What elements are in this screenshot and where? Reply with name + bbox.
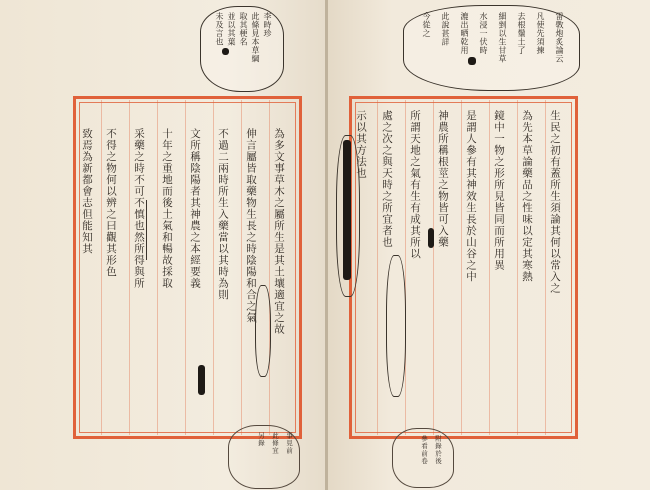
manuscript-column: 是謂人參有其神效生長於山谷之中 (465, 110, 477, 283)
bottom-note-text: 參看前卷 (420, 435, 428, 465)
correction-loop (255, 285, 271, 377)
manuscript-column: 生民之初有蓋所生須論其何以常入之 (549, 110, 561, 294)
column-rule (241, 100, 242, 435)
manuscript-column: 不過二兩時所生入藥當以其時為則 (217, 128, 229, 301)
slip-text: 此條見本草綱 (251, 12, 260, 63)
manuscript-column: 神農所稱根莖之物皆可入藥 (437, 110, 449, 248)
slip-text: 去根鬚土了 (517, 12, 526, 55)
right-page (328, 0, 650, 490)
bottom-note-text: 附錄於後 (434, 435, 442, 465)
column-rule (461, 100, 462, 435)
correction-loop (386, 255, 406, 397)
manuscript-column: 為先本草論藥品之性味以定其寒熱 (521, 110, 533, 283)
bottom-note-text: 另錄 (257, 432, 265, 447)
column-rule (101, 100, 102, 435)
manuscript-column: 致焉為新都會志但能知其 (81, 128, 93, 255)
ink-seal-mark (222, 48, 229, 55)
manuscript-column: 所謂天地之氣有生有成其所以 (409, 110, 421, 260)
ink-blot (198, 365, 205, 395)
manuscript-column: 鏡中一物之形所見皆同而所用異 (493, 110, 505, 271)
manuscript-column: 示以其方法也 (355, 110, 367, 179)
manuscript-column: 十年之重地而後土氣和暢故採取 (161, 128, 173, 289)
ink-blot (428, 228, 434, 248)
column-rule (269, 100, 270, 435)
manuscript-column: 為多文事草木之屬所生是其土壤適宜之故 (273, 128, 285, 335)
bottom-note-text: 事見前 (285, 432, 293, 455)
slip-text: 漉出晒乾用 (460, 12, 469, 55)
correction-loop (336, 135, 360, 297)
column-rule (433, 100, 434, 435)
manuscript-column: 不得之物何以辨之曰觀其形色 (105, 128, 117, 278)
column-rule (157, 100, 158, 435)
slip-text: 此說甚詳 (441, 12, 450, 46)
column-rule (545, 100, 546, 435)
slip-text: 並以其葉 (227, 12, 236, 46)
manuscript-column: 文所稱陰陽者其神農之本經要義 (189, 128, 201, 289)
column-rule (129, 100, 130, 435)
bottom-note-text: 此條宜 (271, 432, 279, 455)
ink-seal-mark (468, 57, 476, 65)
slip-text: 水浸一伏時 (479, 12, 488, 55)
slip-text: 取其梗名 (239, 12, 248, 46)
manuscript-column: 處之次之與天時之所宜者也 (381, 110, 393, 248)
column-rule (213, 100, 214, 435)
manuscript-column: 采藥之時不可不慎也然所得與所 (133, 128, 145, 289)
slip-text: 未及言也 (215, 12, 224, 46)
slip-text: 凡使先須揀 (536, 12, 545, 55)
slip-text: 細剉以生甘草 (498, 12, 507, 63)
slip-text: 雷斆炮炙論云 (555, 12, 564, 63)
column-rule (517, 100, 518, 435)
slip-text: 李時珍 (263, 12, 272, 38)
column-rule (377, 100, 378, 435)
slip-text: 今從之 (422, 12, 431, 38)
manuscript-column: 伸言屬皆取藥物生長之時陰陽和合之氣 (245, 128, 257, 324)
correction-stroke (146, 200, 147, 260)
column-rule (185, 100, 186, 435)
column-rule (405, 100, 406, 435)
column-rule (489, 100, 490, 435)
